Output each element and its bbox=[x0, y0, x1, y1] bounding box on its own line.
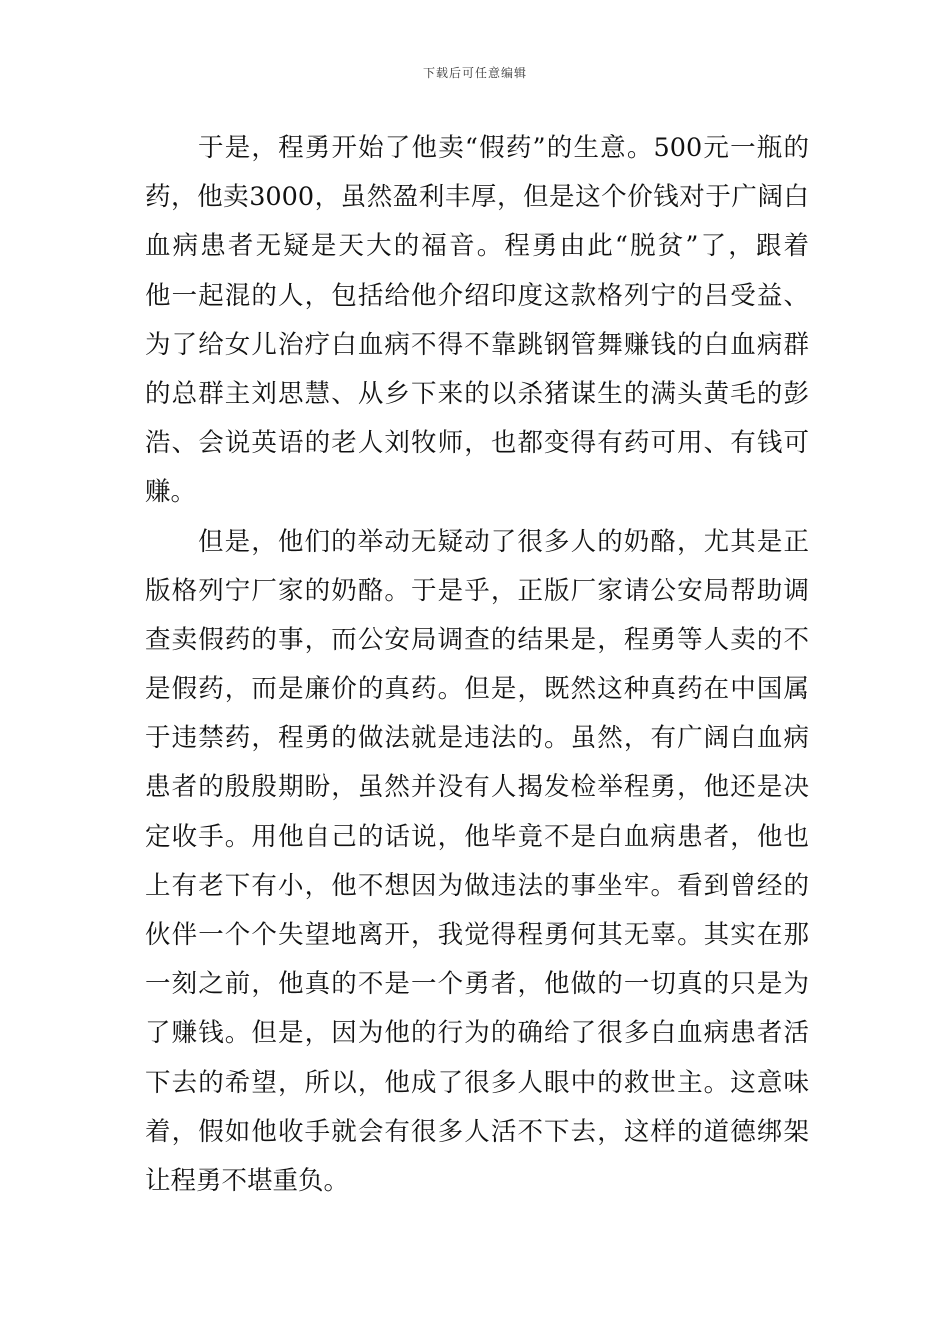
paragraph-2 bbox=[145, 518, 809, 1207]
text-line: 但是，他们的举动无疑动了很多人的奶酪，尤其是正 bbox=[198, 526, 809, 557]
paragraph-1 bbox=[145, 124, 809, 518]
text-line: 于违禁药，程勇的做法就是违法的。虽然，有广阔白血病 bbox=[145, 723, 809, 754]
text-line: 患者的殷殷期盼，虽然并没有人揭发检举程勇，他还是决 bbox=[145, 772, 809, 803]
text-line: 查卖假药的事，而公安局调查的结果是，程勇等人卖的不 bbox=[145, 624, 809, 655]
text-line: 上有老下有小，他不想因为做违法的事坐牢。看到曾经的 bbox=[145, 870, 809, 901]
text-line: 下去的希望，所以，他成了很多人眼中的救世主。这意味 bbox=[145, 1067, 809, 1098]
text-line: 是假药，而是廉价的真药。但是，既然这种真药在中国属 bbox=[145, 674, 809, 705]
text-line: 于是，程勇开始了他卖“假药”的生意。500元一瓶的 bbox=[198, 133, 809, 163]
text-line: 血病患者无疑是天大的福音。程勇由此“脱贫”了，跟着 bbox=[145, 231, 809, 262]
text-line: 为了给女儿治疗白血病不得不靠跳钢管舞赚钱的白血病群 bbox=[145, 329, 809, 360]
text-line: 的总群主刘思慧、从乡下来的以杀猪谋生的满头黄毛的彭 bbox=[145, 378, 809, 409]
document-body bbox=[145, 124, 809, 1206]
text-line: 了赚钱。但是，因为他的行为的确给了很多白血病患者活 bbox=[145, 1018, 809, 1049]
text-line: 定收手。用他自己的话说，他毕竟不是白血病患者，他也 bbox=[145, 821, 809, 852]
text-line: 着，假如他收手就会有很多人活不下去，这样的道德绑架 bbox=[145, 1116, 809, 1147]
text-line: 让程勇不堪重负。 bbox=[145, 1165, 350, 1196]
text-line: 伙伴一个个失望地离开，我觉得程勇何其无辜。其实在那 bbox=[145, 920, 809, 950]
text-line: 赚。 bbox=[145, 477, 197, 508]
text-line: 药，他卖3000，虽然盈利丰厚，但是这个价钱对于广阔白 bbox=[145, 182, 809, 213]
text-line: 一刻之前，他真的不是一个勇者，他做的一切真的只是为 bbox=[145, 969, 809, 1000]
text-line: 他一起混的人，包括给他介绍印度这款格列宁的吕受益、 bbox=[145, 280, 809, 311]
text-line: 浩、会说英语的老人刘牧师，也都变得有药可用、有钱可 bbox=[145, 428, 809, 459]
page-header: 下载后可任意编辑 bbox=[422, 66, 527, 80]
text-line: 版格列宁厂家的奶酪。于是乎，正版厂家请公安局帮助调 bbox=[145, 575, 809, 606]
